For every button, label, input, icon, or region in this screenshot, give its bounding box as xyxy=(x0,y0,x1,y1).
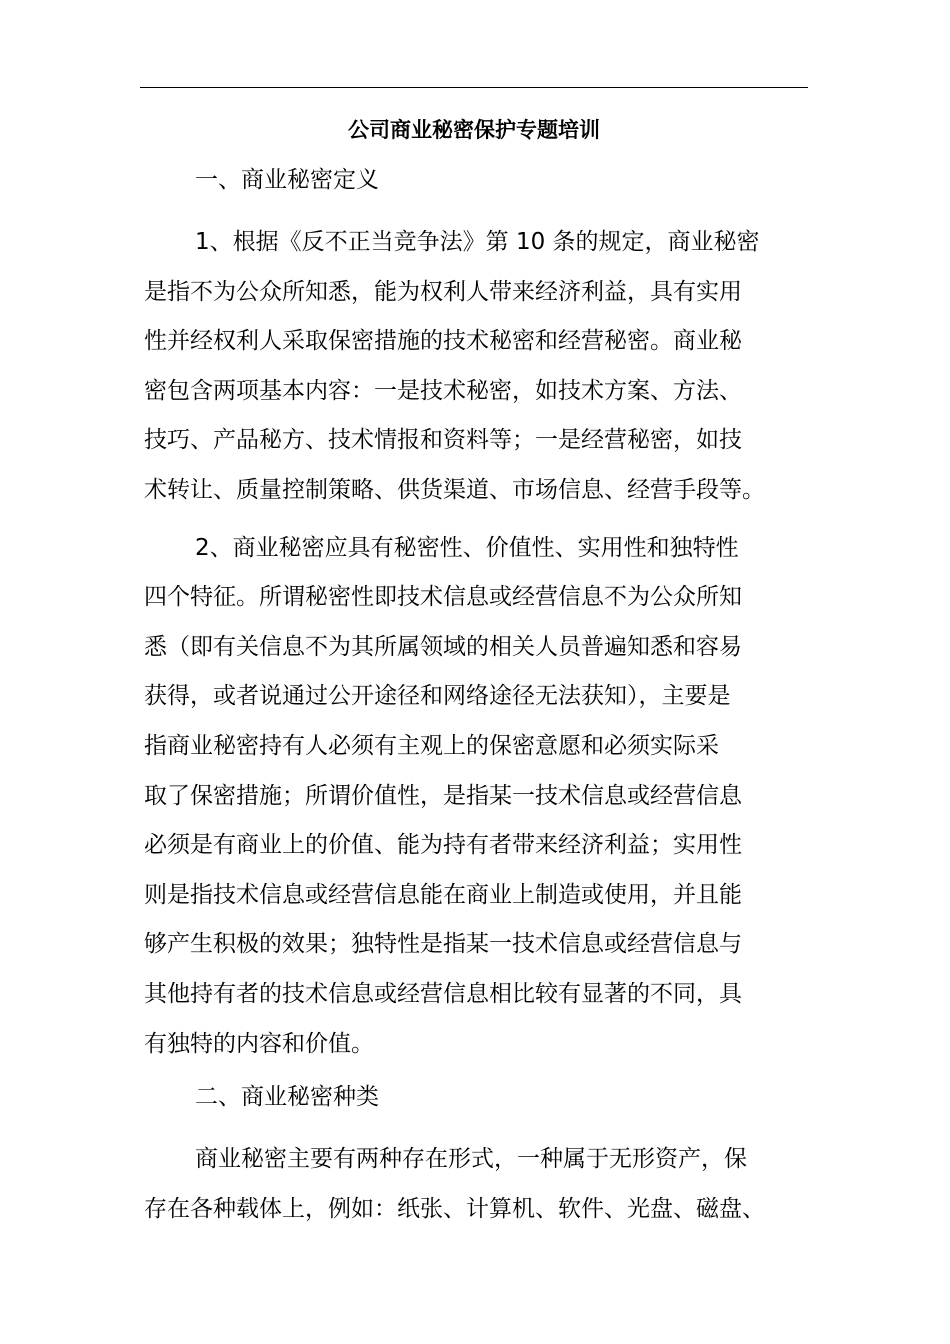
text-line: 1、根据《反不正当竞争法》第 10 条的规定，商业秘密 xyxy=(195,229,760,255)
text-line: 其他持有者的技术信息或经营信息相比较有显著的不同，具 xyxy=(144,980,742,1007)
text-line: 存在各种载体上，例如：纸张、计算机、软件、光盘、磁盘、 xyxy=(144,1195,765,1222)
text-line: 四个特征。所谓秘密性即技术信息或经营信息不为公众所知 xyxy=(144,584,742,611)
text-line: 2、商业秘密应具有秘密性、价值性、实用性和独特性 xyxy=(195,534,739,561)
text-line: 技巧、产品秘方、技术情报和资料等；一是经营秘密，如技 xyxy=(144,427,742,454)
text-line: 密包含两项基本内容：一是技术秘密，如技术方案、方法、 xyxy=(144,377,742,404)
text-line: 悉（即有关信息不为其所属领域的相关人员普遍知悉和容易 xyxy=(144,633,742,660)
text-line: 有独特的内容和价值。 xyxy=(144,1030,374,1057)
paragraph-types-1 xyxy=(144,1135,808,1234)
text-line: 够产生积极的效果；独特性是指某一技术信息或经营信息与 xyxy=(144,931,742,958)
paragraph-definition-1 xyxy=(144,218,808,516)
text-line: 则是指技术信息或经营信息能在商业上制造或使用，并且能 xyxy=(144,881,742,908)
document-body xyxy=(144,160,808,1242)
document-title: 公司商业秘密保护专题培训 xyxy=(348,118,600,142)
section-heading-definition: 一、商业秘密定义 xyxy=(195,167,379,193)
text-line: 取了保密措施；所谓价值性，是指某一技术信息或经营信息 xyxy=(144,782,742,809)
header-rule xyxy=(140,87,808,88)
text-line: 商业秘密主要有两种存在形式，一种属于无形资产，保 xyxy=(195,1146,747,1173)
text-line: 获得，或者说通过公开途径和网络途径无法获知），主要是 xyxy=(144,683,731,710)
text-line: 指商业秘密持有人必须有主观上的保密意愿和必须实际采 xyxy=(144,732,719,759)
text-line: 是指不为公众所知悉，能为权利人带来经济利益，具有实用 xyxy=(144,278,742,305)
text-line: 性并经权利人采取保密措施的技术秘密和经营秘密。商业秘 xyxy=(144,328,742,355)
text-line: 术转让、质量控制策略、供货渠道、市场信息、经营手段等。 xyxy=(144,476,765,503)
text-line: 必须是有商业上的价值、能为持有者带来经济利益；实用性 xyxy=(144,832,742,859)
paragraph-definition-2 xyxy=(144,524,808,1070)
section-heading-types: 二、商业秘密种类 xyxy=(195,1084,379,1111)
